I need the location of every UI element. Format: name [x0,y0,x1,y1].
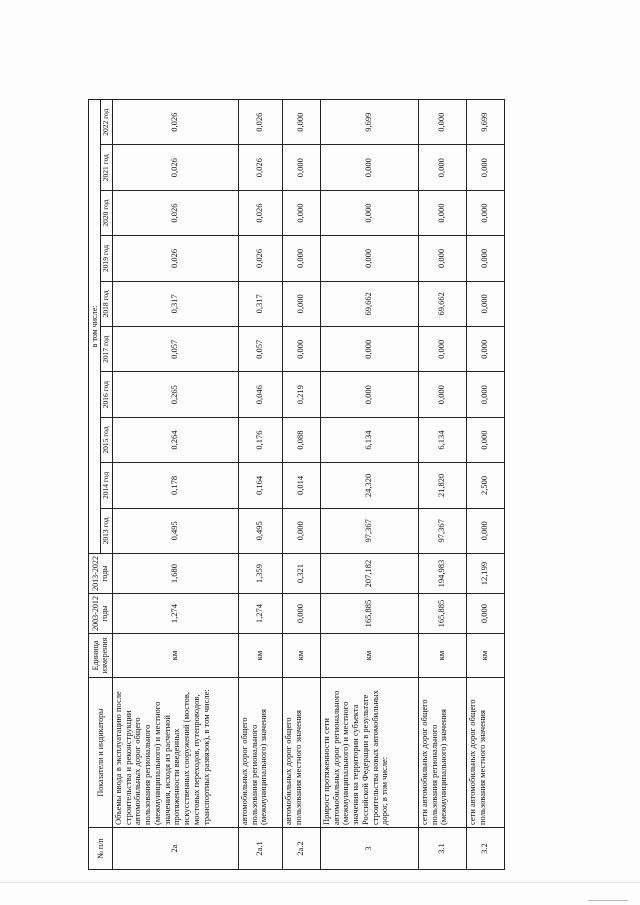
row-period-2-cell: 1,680 [112,554,238,594]
row-unit-cell: км [466,634,504,678]
row-year-value-cell: 0,000 [466,327,504,372]
row-year-value-cell: 0,026 [112,190,238,235]
row-period-2-cell: 1,359 [238,554,282,594]
row-year-value-cell: 6,134 [320,417,418,462]
row-year-value-cell: 0,057 [238,327,282,372]
row-year-value-cell: 0,000 [466,508,504,553]
row-unit-cell: км [320,634,418,678]
col-header-year: 2018 год [101,281,113,326]
row-year-value-cell: 0,164 [238,463,282,508]
table-row [282,99,320,869]
row-year-value-cell: 97,367 [320,508,418,553]
row-year-value-cell: 69,662 [418,281,466,326]
row-number-cell: 2а.1 [238,828,282,870]
row-year-value-cell: 0,000 [282,190,320,235]
header-row-1 [89,99,101,869]
row-indicator-cell: Прирост протяженности сети автомобильных дорог регионального (межмуниципального) и местного значения на территории субъекта Российской Федерации в результате строительства новых автомобильных дорог, в том числе: [320,678,418,828]
row-period-1-cell: 1,274 [238,594,282,634]
row-year-value-cell: 0,265 [112,372,238,417]
row-unit-cell: км [418,634,466,678]
col-header-indicator: Показатели и индикаторы [89,678,113,828]
col-header-year: 2016 год [101,372,113,417]
col-header-period-2: 2013-2022 годы [89,554,113,594]
row-year-value-cell: 0,000 [282,145,320,190]
row-year-value-cell: 0,495 [238,508,282,553]
row-year-value-cell: 0,026 [238,99,282,145]
scan-mark [588,900,628,901]
row-period-1-cell: 0,000 [282,594,320,634]
row-year-value-cell: 0,000 [466,281,504,326]
row-year-value-cell: 97,367 [418,508,466,553]
row-year-value-cell: 0,026 [112,236,238,281]
col-header-num: № п/п [89,828,113,870]
col-header-year: 2017 год [101,327,113,372]
row-year-value-cell: 24,320 [320,463,418,508]
row-year-value-cell: 0,000 [418,236,466,281]
row-year-value-cell: 0,000 [320,145,418,190]
table-row [112,99,238,869]
row-period-2-cell: 0,321 [282,554,320,594]
row-year-value-cell: 0,014 [282,463,320,508]
row-period-2-cell: 12,199 [466,554,504,594]
row-year-value-cell: 0,000 [282,508,320,553]
col-header-year: 2015 год [101,417,113,462]
row-year-value-cell: 0,026 [238,236,282,281]
row-indicator-cell: Объемы ввода в эксплуатацию после строительства и реконструкции автомобильных дорог общего пользования регионального (межмуниципального) и местного значения, исходя из расчетной протяженности введенных искусственных сооружений (мостов, мостовых переходов, путепроводов, транспортных развязок), в том числе: [112,678,238,828]
row-year-value-cell: 0,026 [238,190,282,235]
row-period-1-cell: 0,000 [466,594,504,634]
row-year-value-cell: 0,026 [112,99,238,145]
row-period-1-cell: 165,885 [320,594,418,634]
row-year-value-cell: 0,000 [320,236,418,281]
row-period-1-cell: 1,274 [112,594,238,634]
row-year-value-cell: 0,219 [282,372,320,417]
row-year-value-cell: 0,495 [112,508,238,553]
row-year-value-cell: 0,000 [418,372,466,417]
rotated-table-container [88,100,498,870]
row-year-value-cell: 0,000 [282,236,320,281]
table-row [238,99,282,869]
row-year-value-cell: 0,317 [238,281,282,326]
row-year-value-cell: 0,000 [418,99,466,145]
row-number-cell: 3 [320,828,418,870]
row-number-cell: 3.1 [418,828,466,870]
row-year-value-cell: 0,026 [238,145,282,190]
row-year-value-cell: 21,820 [418,463,466,508]
col-header-including: в том числе: [89,99,101,553]
row-year-value-cell: 0,000 [466,372,504,417]
col-header-year: 2021 год [101,145,113,190]
row-year-value-cell: 69,662 [320,281,418,326]
table-row [320,99,418,869]
row-year-value-cell: 0,000 [418,327,466,372]
col-header-period-1: 2003-2012 годы [89,594,113,634]
row-year-value-cell: 0,000 [282,281,320,326]
row-unit-cell: км [282,634,320,678]
row-year-value-cell: 0,000 [320,372,418,417]
row-year-value-cell: 0,178 [112,463,238,508]
row-number-cell: 2а.2 [282,828,320,870]
table-row [418,99,466,869]
row-year-value-cell: 0,000 [466,145,504,190]
row-year-value-cell: 0,000 [320,190,418,235]
row-year-value-cell: 0,057 [112,327,238,372]
row-unit-cell: км [238,634,282,678]
row-period-2-cell: 194,983 [418,554,466,594]
col-header-year: 2020 год [101,190,113,235]
row-year-value-cell: 0,026 [112,145,238,190]
col-header-year: 2013 год [101,508,113,553]
row-year-value-cell: 9,699 [466,99,504,145]
row-year-value-cell: 0,264 [112,417,238,462]
row-year-value-cell: 0,000 [418,190,466,235]
table-row [466,99,504,869]
row-year-value-cell: 2,500 [466,463,504,508]
row-indicator-cell: сети автомобильных дорог общего пользования местного значения [466,678,504,828]
row-period-1-cell: 165,885 [418,594,466,634]
row-year-value-cell: 0,000 [282,327,320,372]
row-year-value-cell: 0,000 [418,145,466,190]
row-year-value-cell: 0,317 [112,281,238,326]
row-number-cell: 2а [112,828,238,870]
col-header-year: 2019 год [101,236,113,281]
col-header-unit: Единица измерения [89,634,113,678]
col-header-year: 2022 год [101,99,113,145]
row-period-2-cell: 207,182 [320,554,418,594]
indicators-table [88,99,505,870]
row-year-value-cell: 9,699 [320,99,418,145]
row-indicator-cell: автомобильных дорог общего пользования местного значения [282,678,320,828]
row-year-value-cell: 0,176 [238,417,282,462]
table-body [112,99,504,869]
row-indicator-cell: сети автомобильных дорог общего пользования регионального (межмуниципального) значения [418,678,466,828]
scan-edge-line [0,882,640,883]
row-year-value-cell: 0,000 [466,236,504,281]
row-year-value-cell: 0,046 [238,372,282,417]
row-number-cell: 3.2 [466,828,504,870]
row-indicator-cell: автомобильных дорог общего пользования регионального (межмуниципального) значения [238,678,282,828]
row-year-value-cell: 0,000 [282,99,320,145]
row-year-value-cell: 0,088 [282,417,320,462]
row-year-value-cell: 6,134 [418,417,466,462]
row-year-value-cell: 0,000 [466,417,504,462]
row-year-value-cell: 0,000 [320,327,418,372]
col-header-year: 2014 год [101,463,113,508]
row-year-value-cell: 0,000 [466,190,504,235]
row-unit-cell: км [112,634,238,678]
